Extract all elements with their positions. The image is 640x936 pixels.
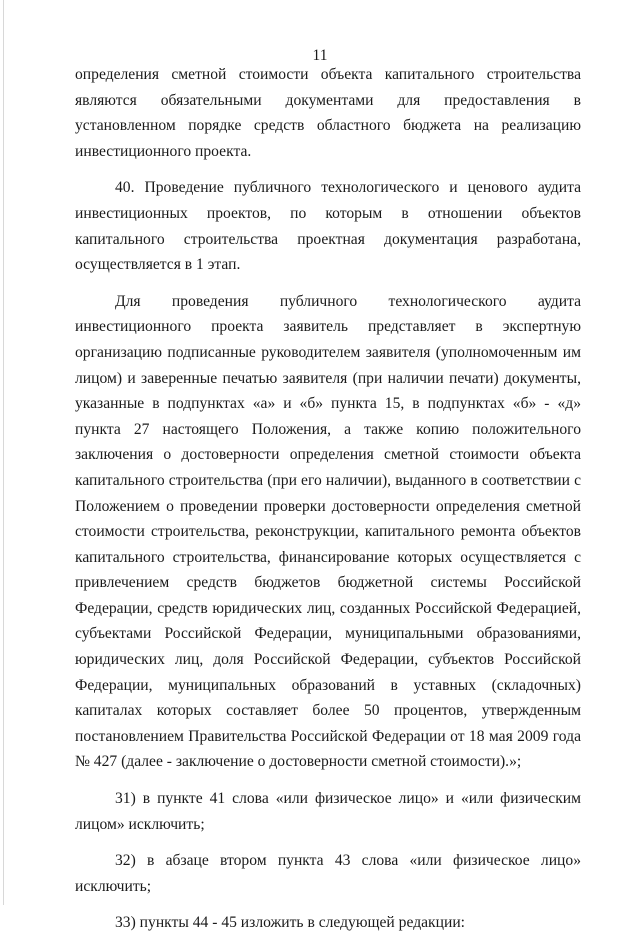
paragraph-item-40: 40. Проведение публичного технологического и ценового аудита инвестиционных проектов, по которым в отношении объектов капитального строительства проектная документация разработана, осуществляется в 1 этап. — [75, 179, 581, 274]
paragraph-audit-documents: Для проведения публичного технологического аудита инвестиционного проекта заявитель представляет в экспертную организацию подписанные руководителем заявителя (уполномоченным им лицом) и заверенные печатью заявителя (при наличии печати) документы, указанные в подпунктах «а» и «б» пункта 15, в подпунктах «б» - «д» пункта 27 настоящего Положения, а также копию положительного заключения о достоверности определения сметной стоимости объекта капитального строительства (при его наличии), выданного в соответствии с Положением о проведении проверки достоверности определения сметной стоимости строительства, реконструкции, капитального ремонта объектов капитального строительства, финансирование которых осуществляется с привлечением средств бюджетов бюджетной системы Российской Федерации, средств юридических лиц, созданных Российской Федерацией, субъектами Российской Федерации, муниципальными образованиями, юридических лиц, доля Российской Федерации, субъектов Российской Федерации, муниципальных образований в уставных (складочных) капиталах которых составляет более 50 процентов, утвержденным постановлением Правительства Российской Федерации от 18 мая 2009 года № 427 (далее - заключение о достоверности сметной стоимости).»; — [75, 292, 581, 771]
paragraph-item-31: 31) в пункте 41 слова «или физическое лицо» и «или физическим лицом» исключить; — [75, 790, 581, 833]
page-number: 11 — [312, 47, 328, 64]
paragraph-item-33: 33) пункты 44 - 45 изложить в следующей редакции: — [115, 914, 465, 932]
page-edge-line — [3, 0, 4, 905]
paragraph-item-32: 32) в абзаце втором пункта 43 слова «или физическое лицо» исключить; — [75, 852, 581, 895]
document-body — [75, 62, 581, 936]
paragraph-continuation: определения сметной стоимости объекта капитального строительства являются обязательными документами для предоставления в установленном порядке средств областного бюджета на реализацию инвестиционного проекта. — [75, 66, 581, 160]
